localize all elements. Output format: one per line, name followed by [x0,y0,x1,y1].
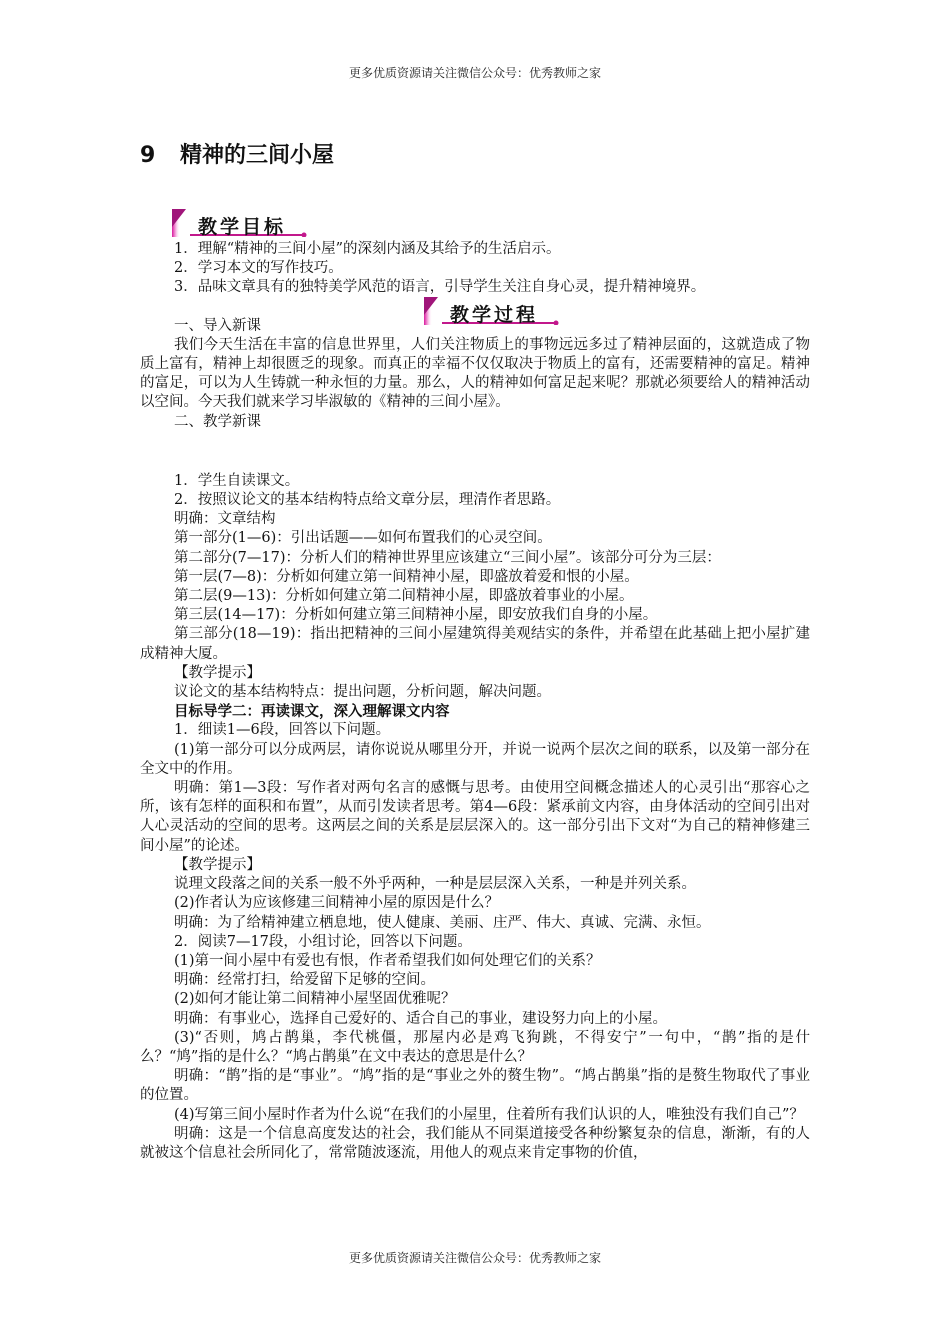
tip-text: 议论文的基本结构特点：提出问题，分析问题，解决问题。 [174,684,551,701]
structure-item: 第三部分(18—19)：指出把精神的三间小屋建筑得美观结实的条件，并希望在此基础上把小屋扩建成精神大厦。 [140,626,810,662]
answer-paragraph: 明确：文章结构 [174,511,276,528]
lesson-number: 9 [140,143,156,168]
answer-paragraph: 明确：这是一个信息高度发达的社会，我们能从不同渠道接受各种纷繁复杂的信息，渐渐，有的人就被这个信息社会所同化了，常常随波逐流，用他人的观点来肯定事物的价值， [140,1125,810,1161]
goal-item: 1．理解“精神的三间小屋”的深刻内涵及其给予的生活启示。 [174,241,561,257]
structure-item: 第二层(9—13)：分析如何建立第二间精神小屋，即盛放着事业的小屋。 [174,588,634,605]
question: (4)写第三间小屋时作者为什么说“在我们的小屋里，住着所有我们认识的人，唯独没有我们自己”？ [174,1106,804,1123]
question: (1)第一间小屋中有爱也有恨，作者希望我们如何处理它们的关系？ [174,952,601,969]
activity-item: 2．按照议论文的基本结构特点给文章分层，理清作者思路。 [174,492,561,509]
tip-label: 【教学提示】 [174,664,261,681]
answer-paragraph: 明确：“鹊”指的是“事业”。“鸠”指的是“事业之外的赘生物”。“鸠占鹊巢”指的是赘生物取代了事业的位置。 [140,1068,810,1104]
goal-item: 3．品味文章具有的独特美学风范的语言，引导学生关注自身心灵，提升精神境界。 [174,279,706,296]
question: (2)作者认为应该修建三间精神小屋的原因是什么？ [174,895,500,912]
badge-label: 教学过程 [450,304,539,326]
structure-item: 第二部分(7—17)：分析人们的精神世界里应该建立“三间小屋”。该部分可分为三层： [174,549,721,566]
section-heading: 二、教学新课 [174,413,261,430]
question: (1)第一部分可以分成两层，请你说说从哪里分开，并说一说两个层次之间的联系，以及第一部分在全文中的作用。 [140,741,810,777]
intro-paragraph: 我们今天生活在丰富的信息世界里，人们关注物质上的事物远远多过了精神层面的，这就造成了物质上富有，精神上却很匮乏的现象。而真正的幸福不仅仅取决于物质上的富有，还需要精神的富足。精神的富足，可以为人生铸就一种永恒的力量。那么，人的精神如何富足起来呢？那就必须要给人的精神活动以空间。今天我们就来学习毕淑敏的《精神的三间小屋》。 [140,336,810,411]
question: (3)“否则，鸠占鹊巢，李代桃僵，那屋内必是鸡飞狗跳，不得安宁”一句中，“鹊”指的是什么？“鸠”指的是什么？“鸠占鹊巢”在文中表达的意思是什么？ [140,1029,810,1065]
tip-label: 【教学提示】 [174,856,261,873]
tip-text: 说理文段落之间的关系一般不外乎两种，一种是层层深入关系，一种是并列关系。 [174,876,696,893]
answer-paragraph: 明确：经常打扫，给爱留下足够的空间。 [174,972,435,989]
structure-item: 第一层(7—8)：分析如何建立第一间精神小屋，即盛放着爱和恨的小屋。 [174,568,639,585]
teaching-goals-badge [172,209,312,237]
answer-paragraph: 明确：为了给精神建立栖息地，使人健康、美丽、庄严、伟大、真诚、完满、永恒。 [174,914,711,931]
activity-item: 1．学生自读课文。 [174,472,300,489]
badge-spacer [140,298,810,317]
section-spacer [140,432,810,472]
goal-item: 2．学习本文的写作技巧。 [174,260,343,277]
answer-paragraph: 明确：有事业心，选择自己爱好的、适合自己的事业，建设努力向上的小屋。 [174,1010,667,1027]
structure-item: 第一部分(1—6)：引出话题——如何布置我们的心灵空间。 [174,530,552,547]
activity-item: 1．细读1—6段，回答以下问题。 [174,722,391,739]
answer-paragraph: 明确：第1—3段：写作者对两句名言的感慨与思考。由使用空间概念描述人的心灵引出“那容心之所，该有怎样的面积和布置”，从而引发读者思考。第4—6段：紧承前文内容，由身体活动的空间引出对人心灵活动的空间的思考。这两层之间的关系是层层深入的。这一部分引出下文对“为自己的精神修建三间小屋”的论述。 [140,780,810,854]
section-heading: 一、导入新课 [174,317,261,334]
badge-label: 教学目标 [198,216,287,238]
lesson-title [140,138,334,169]
activity-item: 2．阅读7—17段，小组讨论，回答以下问题。 [174,933,472,950]
lesson-title-text: 精神的三间小屋 [180,143,335,168]
goal-heading: 目标导学二：再读课文，深入理解课文内容 [174,703,450,721]
page-header: 更多优质资源请关注微信公众号：优秀教师之家 [348,66,601,80]
question: (2)如何才能让第二间精神小屋坚固优雅呢？ [174,991,456,1008]
structure-item: 第三层(14—17)：分析如何建立第三间精神小屋，即安放我们自身的小屋。 [174,607,658,624]
page-footer: 更多优质资源请关注微信公众号：优秀教师之家 [348,1251,601,1265]
lesson-body [140,240,810,1163]
